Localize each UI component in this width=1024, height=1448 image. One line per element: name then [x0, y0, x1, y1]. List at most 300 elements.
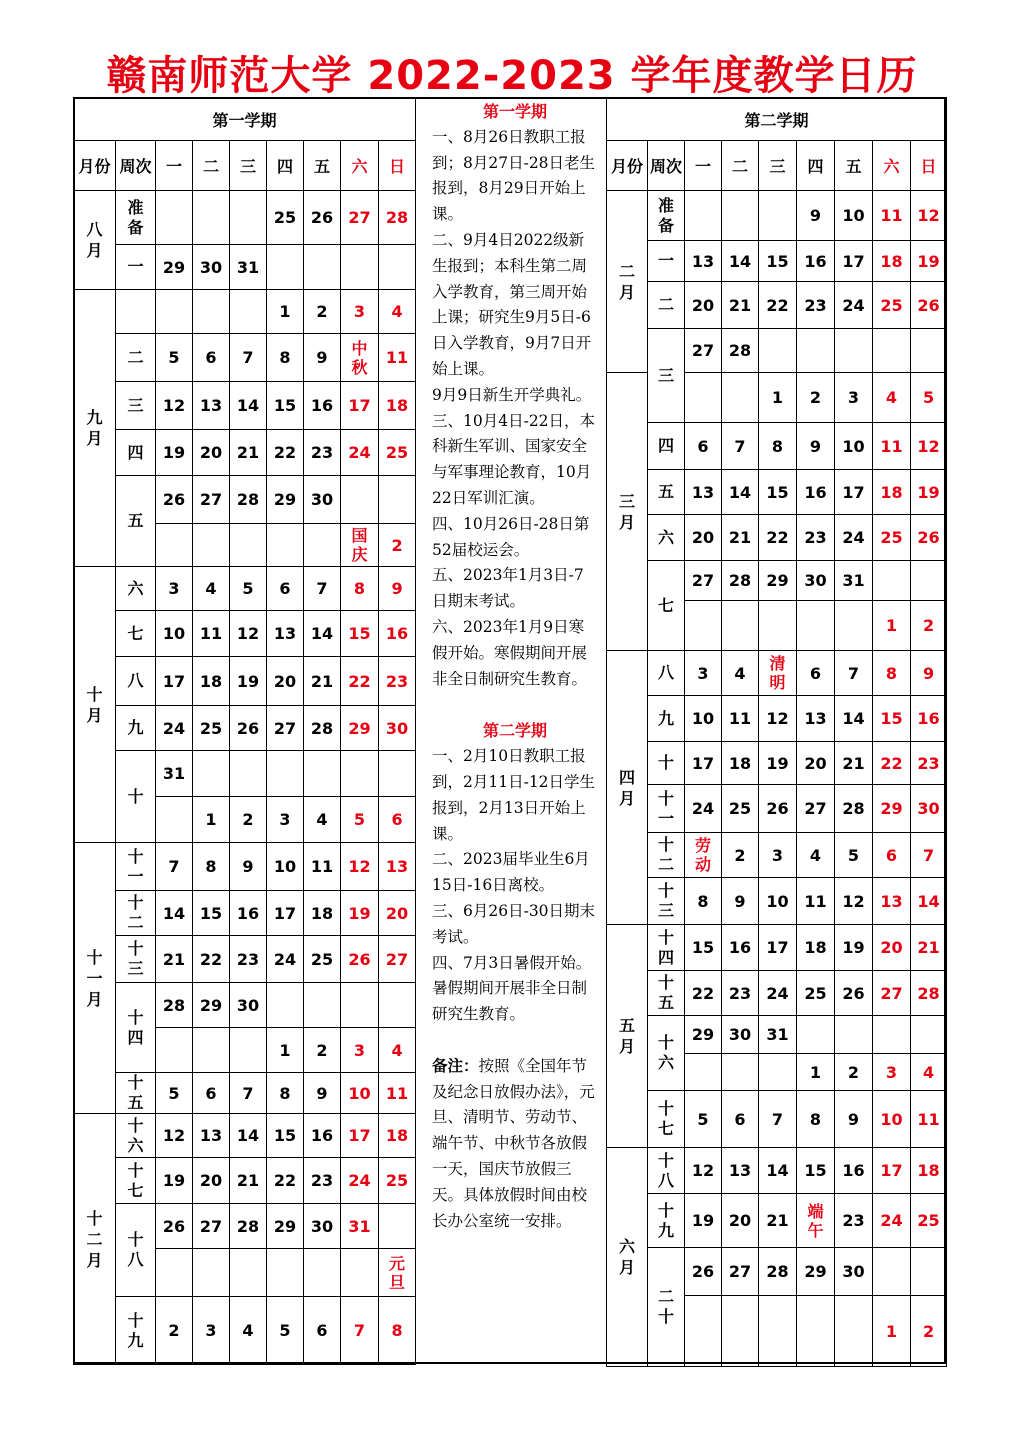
date-cell: [304, 1249, 341, 1297]
week-row: [74, 611, 416, 657]
date-cell: 10: [685, 696, 722, 742]
week-row: [607, 833, 947, 878]
date-cell: 22: [759, 515, 797, 561]
date-cell: 14: [835, 696, 873, 742]
date-cell: 7: [230, 1073, 267, 1114]
week-number: 十: [116, 751, 156, 843]
date-cell: 4: [379, 290, 416, 334]
week-row: [74, 1073, 416, 1114]
month-column-header: 月份: [74, 141, 116, 191]
date-cell: 23: [230, 936, 267, 983]
date-cell: [230, 524, 267, 567]
date-cell: 6: [722, 1091, 759, 1148]
date-cell: 11: [379, 334, 416, 382]
week-number: 二: [648, 282, 685, 329]
date-cell: 26: [685, 1248, 722, 1296]
date-cell: 20: [379, 891, 416, 936]
date-cell: 25: [873, 282, 911, 329]
date-cell: [193, 1249, 230, 1297]
date-cell: 17: [835, 241, 873, 282]
page-title: 赣南师范大学 2022-2023 学年度教学日历: [106, 53, 918, 99]
date-cell: 19: [230, 657, 267, 706]
note-item: 一、2月10日教职工报到，2月11日-12日学生报到，2月13日开始上课。: [432, 747, 596, 843]
date-cell: 25: [873, 515, 911, 561]
date-cell: 13: [193, 1114, 230, 1158]
date-cell: 4: [873, 373, 911, 423]
date-cell: 11: [873, 423, 911, 470]
date-cell: 19: [685, 1194, 722, 1248]
date-cell: 14: [230, 382, 267, 430]
date-cell: 13: [379, 843, 416, 891]
date-cell: [304, 245, 341, 290]
week-row: [74, 567, 416, 611]
date-cell: [379, 983, 416, 1028]
date-cell: 2: [379, 524, 416, 567]
date-cell: 15: [759, 241, 797, 282]
date-cell: 1: [193, 797, 230, 843]
date-cell: 23: [304, 1158, 341, 1204]
week-row: [74, 430, 416, 476]
date-cell: 26: [156, 1204, 193, 1249]
note-item: 9月9日新生开学典礼。: [432, 385, 592, 404]
date-cell: 16: [911, 696, 947, 742]
week-number: 一: [116, 245, 156, 290]
date-cell: 12: [685, 1148, 722, 1194]
date-cell: 17: [341, 382, 379, 430]
date-cell: 26: [911, 515, 947, 561]
date-cell: 17: [341, 1114, 379, 1158]
date-cell: [722, 601, 759, 651]
date-cell: 29: [341, 706, 379, 751]
date-cell: 3: [341, 290, 379, 334]
week-row: [607, 925, 947, 971]
week-number: 一: [648, 241, 685, 282]
week-row: [74, 382, 416, 430]
month-label: 六 月: [607, 1148, 648, 1367]
day-header-row: [74, 141, 416, 191]
date-cell: 19: [759, 742, 797, 785]
date-cell: 31: [156, 751, 193, 797]
date-cell: [193, 1028, 230, 1073]
date-cell: 5: [685, 1091, 722, 1148]
date-cell: 11: [797, 878, 835, 925]
date-cell: 9: [722, 878, 759, 925]
date-cell: [911, 561, 947, 601]
date-cell: 12: [341, 843, 379, 891]
date-cell: [193, 191, 230, 245]
date-cell: [797, 1016, 835, 1054]
date-cell: 1: [759, 373, 797, 423]
date-cell: [835, 1296, 873, 1367]
date-cell: [230, 191, 267, 245]
date-cell: [230, 1028, 267, 1073]
date-cell: [685, 601, 722, 651]
notes-sem1-title: 第一学期: [482, 102, 547, 121]
date-cell: 28: [722, 561, 759, 601]
week-number: 十 七: [116, 1158, 156, 1204]
week-number: 八: [116, 657, 156, 706]
date-cell: [341, 983, 379, 1028]
date-cell: 清 明: [759, 651, 797, 696]
week-number: 十 三: [648, 878, 685, 925]
week-number: 准 备: [648, 191, 685, 241]
month-label: 五 月: [607, 925, 648, 1148]
weekday-header: 三: [230, 141, 267, 191]
date-cell: 8: [873, 651, 911, 696]
date-cell: [379, 1204, 416, 1249]
date-cell: 24: [835, 515, 873, 561]
date-cell: 24: [835, 282, 873, 329]
date-cell: 17: [759, 925, 797, 971]
date-cell: 12: [759, 696, 797, 742]
date-cell: 22: [873, 742, 911, 785]
week-number: 十 四: [648, 925, 685, 971]
date-cell: 18: [873, 470, 911, 515]
date-cell: [267, 751, 304, 797]
date-cell: 1: [267, 1028, 304, 1073]
week-row: [74, 1204, 416, 1249]
date-cell: 13: [685, 241, 722, 282]
date-cell: 3: [267, 797, 304, 843]
date-cell: 31: [835, 561, 873, 601]
date-cell: 17: [267, 891, 304, 936]
date-cell: 20: [722, 1194, 759, 1248]
date-cell: 11: [722, 696, 759, 742]
month-label: 八 月: [74, 191, 116, 290]
week-number: 十 八: [116, 1204, 156, 1297]
date-cell: [759, 191, 797, 241]
date-cell: 国 庆: [341, 524, 379, 567]
date-cell: 22: [341, 657, 379, 706]
date-cell: 10: [341, 1073, 379, 1114]
date-cell: [873, 561, 911, 601]
date-cell: 29: [267, 476, 304, 524]
date-cell: 12: [156, 382, 193, 430]
date-cell: 8: [193, 843, 230, 891]
date-cell: 14: [722, 241, 759, 282]
week-number: 十 三: [116, 936, 156, 983]
date-cell: 28: [156, 983, 193, 1028]
date-cell: 20: [193, 1158, 230, 1204]
date-cell: 4: [193, 567, 230, 611]
date-cell: 1: [873, 1296, 911, 1367]
date-cell: 13: [873, 878, 911, 925]
week-number: 十 九: [116, 1297, 156, 1365]
date-cell: [759, 329, 797, 373]
week-number: 十 二: [648, 833, 685, 878]
weekday-header: 五: [835, 141, 873, 191]
date-cell: 27: [797, 785, 835, 833]
date-cell: 27: [267, 706, 304, 751]
date-cell: 26: [911, 282, 947, 329]
date-cell: 18: [911, 1148, 947, 1194]
note-item: 五、2023年1月3日-7日期末考试。: [432, 566, 584, 611]
date-cell: 29: [193, 983, 230, 1028]
date-cell: 16: [304, 1114, 341, 1158]
date-cell: 2: [835, 1054, 873, 1091]
date-cell: 23: [722, 971, 759, 1016]
date-cell: [722, 1054, 759, 1091]
date-cell: [685, 373, 722, 423]
note-item: 二、2023届毕业生6月15日-16日离校。: [432, 850, 590, 895]
date-cell: 18: [379, 1114, 416, 1158]
date-cell: 30: [193, 245, 230, 290]
note-item: 四、7月3日暑假开始。暑假期间开展非全日制研究生教育。: [432, 953, 592, 1024]
date-cell: 24: [341, 430, 379, 476]
weekday-header: 二: [193, 141, 230, 191]
date-cell: 14: [759, 1148, 797, 1194]
week-number: 十 八: [648, 1148, 685, 1194]
date-cell: 9: [379, 567, 416, 611]
week-row: [607, 241, 947, 282]
date-cell: [193, 751, 230, 797]
date-cell: 20: [685, 282, 722, 329]
date-cell: 23: [911, 742, 947, 785]
note-item: 二、9月4日2022级新生报到；本科生第二周入学教育，第三周开始上课；研究生9月5日-6日入学教育，9月7日开始上课。: [432, 230, 592, 378]
date-cell: 21: [722, 282, 759, 329]
date-cell: 22: [685, 971, 722, 1016]
note-item: 三、6月26日-30日期末考试。: [432, 901, 596, 946]
date-cell: 17: [835, 470, 873, 515]
date-cell: 29: [873, 785, 911, 833]
date-cell: 19: [911, 241, 947, 282]
date-cell: [835, 601, 873, 651]
week-number: 十 五: [648, 971, 685, 1016]
date-cell: 13: [797, 696, 835, 742]
date-cell: 2: [911, 601, 947, 651]
week-row: [607, 878, 947, 925]
month-label: 十 二 月: [74, 1114, 116, 1365]
weekday-header: 三: [759, 141, 797, 191]
date-cell: [230, 1249, 267, 1297]
date-cell: 2: [304, 1028, 341, 1073]
date-cell: 21: [156, 936, 193, 983]
date-cell: 18: [193, 657, 230, 706]
date-cell: 24: [873, 1194, 911, 1248]
week-row: [607, 191, 947, 241]
date-cell: 28: [230, 476, 267, 524]
date-cell: 11: [873, 191, 911, 241]
date-cell: 25: [304, 936, 341, 983]
week-row: [74, 983, 416, 1028]
date-cell: 21: [304, 657, 341, 706]
date-cell: 劳 动: [685, 833, 722, 878]
week-row: [607, 696, 947, 742]
week-row: [607, 470, 947, 515]
date-cell: 9: [304, 1073, 341, 1114]
week-number: 六: [648, 515, 685, 561]
date-cell: 22: [759, 282, 797, 329]
date-cell: 3: [341, 1028, 379, 1073]
date-cell: 26: [156, 476, 193, 524]
date-cell: 28: [304, 706, 341, 751]
week-number: 十 一: [116, 843, 156, 891]
date-cell: [873, 1248, 911, 1296]
weekday-header: 一: [156, 141, 193, 191]
week-row: [74, 191, 416, 245]
month-label: 四 月: [607, 651, 648, 925]
date-cell: 24: [685, 785, 722, 833]
date-cell: 16: [797, 470, 835, 515]
week-row: [74, 290, 416, 334]
date-cell: [911, 1016, 947, 1054]
notes-sem2-list: [432, 744, 598, 1028]
week-row: [607, 742, 947, 785]
month-label: 十 月: [74, 567, 116, 843]
date-cell: 4: [230, 1297, 267, 1365]
date-cell: 4: [722, 651, 759, 696]
date-cell: 16: [230, 891, 267, 936]
date-cell: 元 旦: [379, 1249, 416, 1297]
week-number: 二: [116, 334, 156, 382]
date-cell: 15: [873, 696, 911, 742]
week-row: [74, 1158, 416, 1204]
date-cell: 16: [379, 611, 416, 657]
date-cell: [304, 524, 341, 567]
date-cell: 4: [797, 833, 835, 878]
date-cell: 12: [911, 191, 947, 241]
week-row: [74, 936, 416, 983]
date-cell: 4: [911, 1054, 947, 1091]
date-cell: 21: [835, 742, 873, 785]
date-cell: 8: [341, 567, 379, 611]
date-cell: 21: [230, 1158, 267, 1204]
week-number: 三: [648, 329, 685, 423]
date-cell: 19: [341, 891, 379, 936]
date-cell: 22: [193, 936, 230, 983]
date-cell: 1: [873, 601, 911, 651]
date-cell: 28: [911, 971, 947, 1016]
date-cell: 19: [835, 925, 873, 971]
date-cell: 中 秋: [341, 334, 379, 382]
week-row: [607, 561, 947, 601]
date-cell: 16: [304, 382, 341, 430]
date-cell: 2: [797, 373, 835, 423]
date-cell: [685, 191, 722, 241]
date-cell: 2: [911, 1296, 947, 1367]
week-number: 十 六: [648, 1016, 685, 1091]
date-cell: 13: [685, 470, 722, 515]
date-cell: 25: [911, 1194, 947, 1248]
date-cell: 26: [835, 971, 873, 1016]
note-item: 四、10月26日-28日第52届校运会。: [432, 514, 590, 559]
week-number: 九: [648, 696, 685, 742]
week-number: 八: [648, 651, 685, 696]
week-number: 十 七: [648, 1091, 685, 1148]
week-number: 六: [116, 567, 156, 611]
date-cell: 10: [267, 843, 304, 891]
date-cell: 19: [156, 430, 193, 476]
date-cell: 30: [230, 983, 267, 1028]
date-cell: 12: [230, 611, 267, 657]
week-column-header: 周次: [116, 141, 156, 191]
notes-remark: [432, 1054, 598, 1235]
date-cell: 11: [911, 1091, 947, 1148]
date-cell: 7: [341, 1297, 379, 1365]
date-cell: 6: [304, 1297, 341, 1365]
semester-title: 第二学期: [607, 98, 947, 141]
date-cell: 27: [685, 561, 722, 601]
week-number: 三: [116, 382, 156, 430]
date-cell: 29: [759, 561, 797, 601]
date-cell: 4: [304, 797, 341, 843]
week-row: [607, 329, 947, 373]
date-cell: 31: [341, 1204, 379, 1249]
date-cell: 24: [759, 971, 797, 1016]
date-cell: 20: [873, 925, 911, 971]
date-cell: 6: [797, 651, 835, 696]
date-cell: 30: [304, 1204, 341, 1249]
semester2-table: [606, 97, 947, 1367]
date-cell: 30: [722, 1016, 759, 1054]
weekday-header: 六: [873, 141, 911, 191]
date-cell: 10: [835, 423, 873, 470]
week-number: 五: [648, 470, 685, 515]
date-cell: 27: [873, 971, 911, 1016]
date-cell: 20: [267, 657, 304, 706]
date-cell: [722, 373, 759, 423]
date-cell: 9: [797, 423, 835, 470]
date-cell: 3: [685, 651, 722, 696]
week-number: 四: [116, 430, 156, 476]
date-cell: 13: [267, 611, 304, 657]
date-cell: [156, 1249, 193, 1297]
week-number: 七: [116, 611, 156, 657]
date-cell: 14: [156, 891, 193, 936]
notes-column: [415, 99, 606, 1363]
date-cell: 6: [873, 833, 911, 878]
date-cell: 9: [230, 843, 267, 891]
date-cell: 23: [304, 430, 341, 476]
remark-label: 备注：: [432, 1056, 479, 1075]
date-cell: [759, 1296, 797, 1367]
week-number: 九: [116, 706, 156, 751]
date-cell: 6: [193, 334, 230, 382]
date-cell: 18: [304, 891, 341, 936]
date-cell: 25: [267, 191, 304, 245]
date-cell: 20: [193, 430, 230, 476]
date-cell: 29: [267, 1204, 304, 1249]
date-cell: 19: [156, 1158, 193, 1204]
date-cell: 17: [156, 657, 193, 706]
date-cell: 23: [797, 515, 835, 561]
weekday-header: 六: [341, 141, 379, 191]
date-cell: 5: [341, 797, 379, 843]
date-cell: 14: [230, 1114, 267, 1158]
week-row: [607, 1148, 947, 1194]
date-cell: [267, 1249, 304, 1297]
date-cell: 28: [759, 1248, 797, 1296]
date-cell: 30: [835, 1248, 873, 1296]
date-cell: 8: [267, 1073, 304, 1114]
day-header-row: [607, 141, 947, 191]
date-cell: 6: [685, 423, 722, 470]
date-cell: [304, 751, 341, 797]
date-cell: [873, 1016, 911, 1054]
week-row: [74, 1114, 416, 1158]
date-cell: 8: [685, 878, 722, 925]
month-label: 九 月: [74, 290, 116, 567]
date-cell: [156, 191, 193, 245]
weekday-header: 四: [267, 141, 304, 191]
date-cell: 7: [304, 567, 341, 611]
note-item: 一、8月26日教职工报到；8月27日-28日老生报到，8月29日开始上课。: [432, 127, 596, 224]
date-cell: 10: [156, 611, 193, 657]
note-item: 六、2023年1月9日寒假开始。寒假期间开展非全日制研究生教育。: [432, 617, 588, 688]
date-cell: 5: [835, 833, 873, 878]
date-cell: [759, 601, 797, 651]
date-cell: 27: [685, 329, 722, 373]
